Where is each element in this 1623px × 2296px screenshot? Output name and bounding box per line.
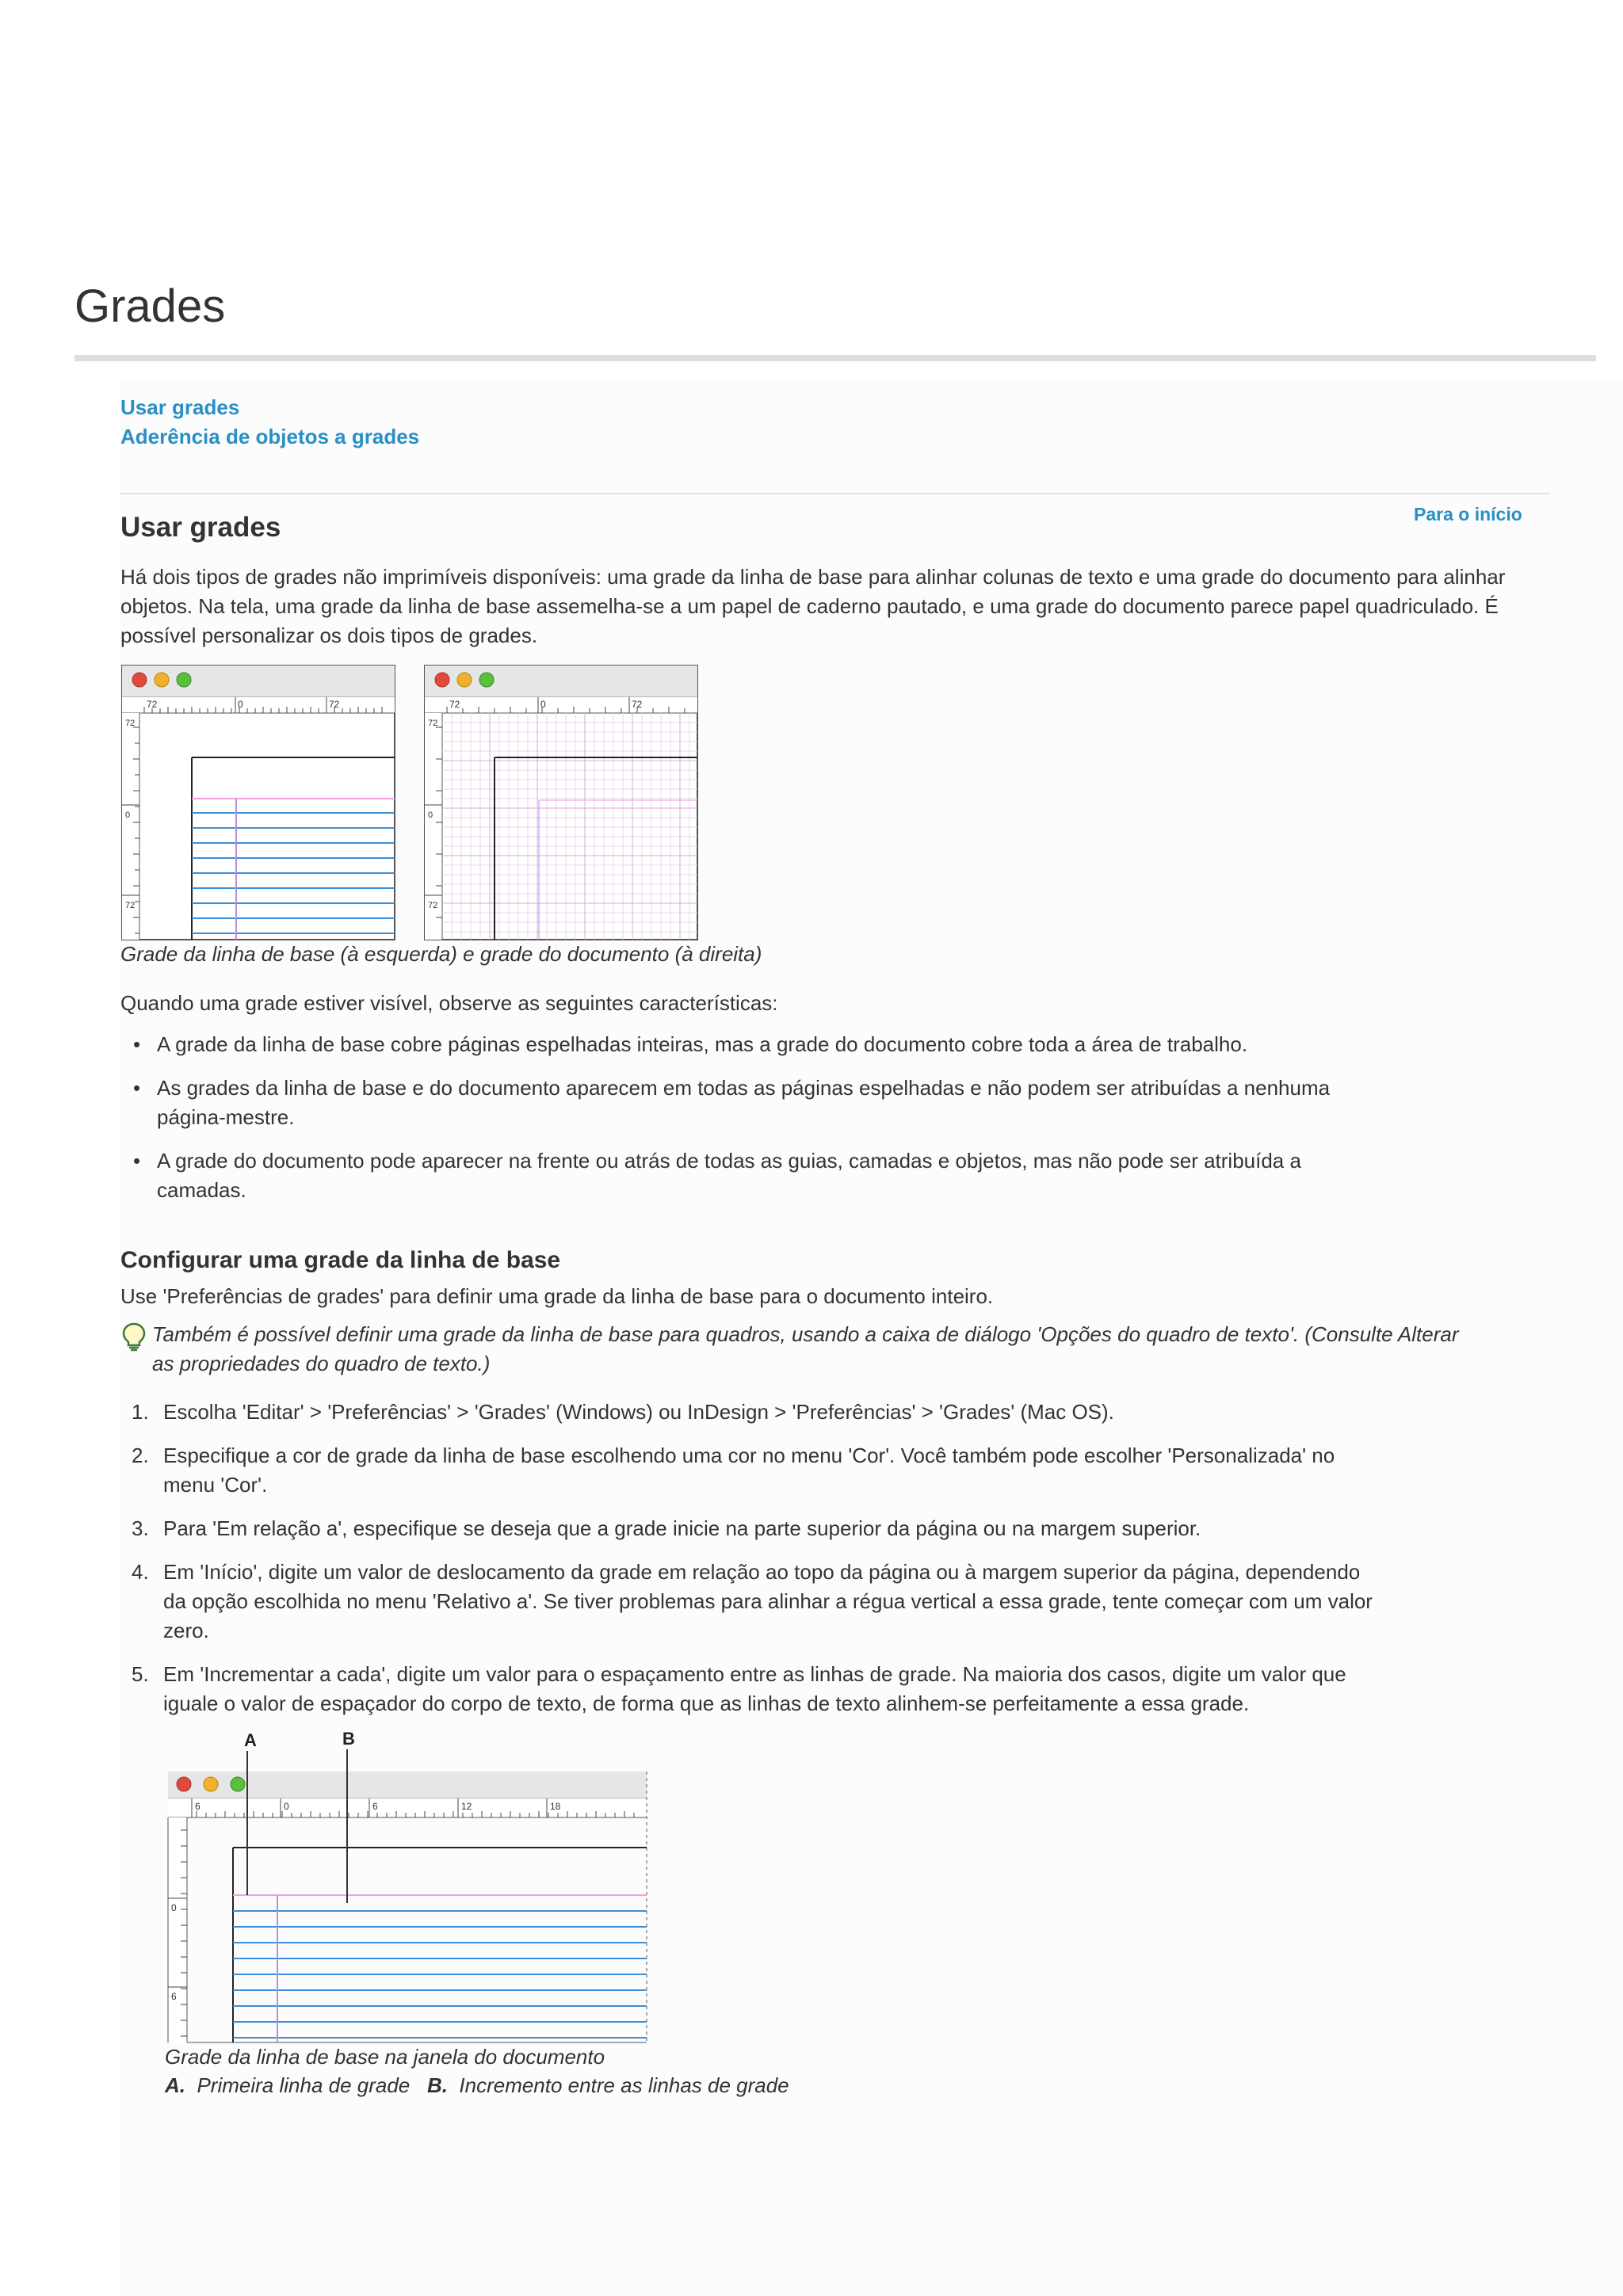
maximize-icon (479, 673, 494, 687)
minimize-icon (155, 673, 169, 687)
section1-lead: Quando uma grade estiver visível, observe as seguintes características: (120, 991, 778, 1015)
svg-text:72: 72 (428, 719, 438, 728)
svg-text:0: 0 (238, 699, 243, 710)
figure-baseline-grid-window (165, 1727, 656, 2044)
svg-text:0: 0 (284, 1801, 289, 1812)
list-item: 3. Para 'Em relação a', especifique se deseja que a grade inicie na parte superior da página ou na margem superior. (132, 1516, 1201, 1540)
svg-text:6: 6 (171, 1991, 177, 2002)
figure2-legend: A. Primeira linha de grade B. Incremento entre as linhas de grade (165, 2073, 789, 2097)
callout-b: B (342, 1729, 355, 1749)
baseline-grid-window (122, 666, 395, 940)
minimize-icon (204, 1777, 218, 1791)
document-grid-window (425, 666, 697, 940)
baseline-grid-lines (233, 1911, 647, 2038)
svg-text:72: 72 (632, 699, 643, 710)
toc-link-usar-grades[interactable]: Usar grades (120, 395, 240, 419)
svg-text:72: 72 (449, 699, 460, 710)
svg-text:18: 18 (550, 1801, 561, 1812)
list-item: • As grades da linha de base e do documento aparecem em todas as páginas espelhadas e não podem ser atribuídas a nenhuma página-mestre. (120, 1074, 1388, 1132)
figure1-caption: Grade da linha de base (à esquerda) e grade do documento (à direita) (120, 942, 762, 966)
svg-text:72: 72 (147, 699, 158, 710)
table-of-contents (120, 393, 419, 452)
list-item: 1. Escolha 'Editar' > 'Preferências' > 'Grades' (Windows) ou InDesign > 'Preferências' > 'Grades' (Mac OS). (132, 1400, 1114, 1424)
minimize-icon (457, 673, 472, 687)
svg-text:72: 72 (329, 699, 340, 710)
svg-text:12: 12 (461, 1801, 472, 1812)
svg-text:0: 0 (428, 810, 433, 820)
back-to-top-link[interactable]: Para o início (1414, 504, 1522, 524)
svg-text:72: 72 (428, 901, 438, 910)
svg-text:0: 0 (540, 699, 546, 710)
characteristics-list (120, 1030, 1388, 1219)
maximize-icon (231, 1777, 245, 1791)
section-divider (120, 493, 1550, 494)
svg-text:6: 6 (195, 1801, 200, 1812)
page-title: Grades (74, 280, 226, 332)
section1-intro: Há dois tipos de grades não imprimíveis disponíveis: uma grade da linha de base para alinhar colunas de texto e uma grade do documento para alinhar objetos. Na tela, uma grade da linha de base assemelha-se a um papel de caderno pautado, e uma grade do documento parece papel quadriculado. É possível personalizar os dois tipos de grades. (120, 565, 1506, 647)
svg-text:72: 72 (125, 901, 136, 910)
list-item: • A grade da linha de base cobre páginas espelhadas inteiras, mas a grade do documento cobre toda a área de trabalho. (120, 1030, 1388, 1059)
list-item: 2. Especifique a cor de grade da linha de base escolhendo uma cor no menu 'Cor'. Você também pode escolher 'Personalizada' no menu 'Cor'. (132, 1444, 1335, 1497)
callout-a: A (244, 1730, 257, 1750)
close-icon (177, 1777, 191, 1791)
list-item: 5. Em 'Incrementar a cada', digite um valor para o espaçamento entre as linhas de grade. Na maioria dos casos, digite um valor que iguale o valor de espaçador do corpo de texto, de forma que as linhas de texto alinhem-se perfeitamente a essa grade. (132, 1662, 1346, 1715)
close-icon (435, 673, 449, 687)
figure2-caption: Grade da linha de base na janela do documento (165, 2045, 605, 2069)
section2-intro: Use 'Preferências de grades' para definir uma grade da linha de base para o documento inteiro. (120, 1284, 994, 1308)
maximize-icon (177, 673, 191, 687)
svg-text:0: 0 (125, 810, 131, 820)
svg-text:72: 72 (125, 719, 136, 728)
steps-list (120, 1398, 1388, 1733)
figure-grids-comparison (120, 664, 707, 941)
close-icon (132, 673, 147, 687)
lightbulb-icon (120, 1322, 147, 1352)
title-divider (74, 355, 1596, 361)
svg-text:6: 6 (372, 1801, 378, 1812)
tip-text: Também é possível definir uma grade da linha de base para quadros, usando a caixa de diálogo 'Opções do quadro de texto'. (Consulte Alterar as propriedades do quadro de texto.) (152, 1322, 1459, 1375)
section-heading-usar-grades: Usar grades (120, 512, 281, 543)
list-item: 4. Em 'Início', digite um valor de deslocamento da grade em relação ao topo da página ou à margem superior da página, dependendo da opção escolhida no menu 'Relativo a'. Se tiver problemas para alinhar a régua vertical a essa grade, tente começar com um valor zero. (132, 1560, 1373, 1642)
section-heading-configurar: Configurar uma grade da linha de base (120, 1247, 561, 1273)
tip-note (120, 1320, 1484, 1379)
list-item: • A grade do documento pode aparecer na frente ou atrás de todas as guias, camadas e objetos, mas não pode ser atribuída a camadas. (120, 1146, 1388, 1205)
svg-text:0: 0 (171, 1902, 177, 1913)
toc-link-aderencia[interactable]: Aderência de objetos a grades (120, 425, 420, 448)
